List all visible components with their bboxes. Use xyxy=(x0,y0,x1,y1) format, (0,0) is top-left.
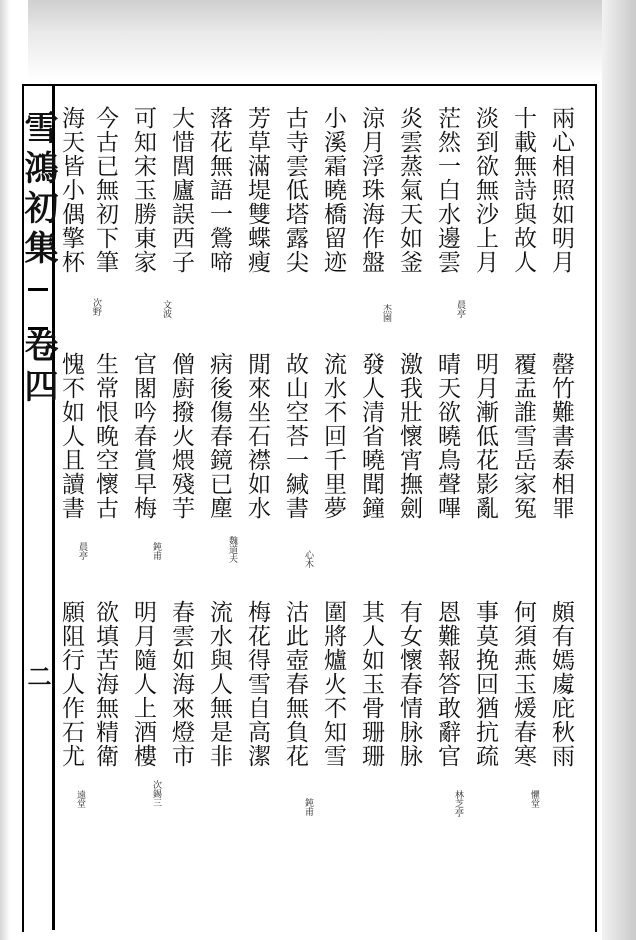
couplet-line: 炎雲蒸氣天如釜 xyxy=(396,106,422,274)
couplet-line: 流水與人無是非 xyxy=(206,600,232,768)
couplet-line: 涼月浮珠海作盤 xyxy=(358,106,384,274)
couplet-line: 恩難報答敢辭官 xyxy=(434,600,460,768)
couplet-line: 大惜閭廬誤西子 xyxy=(168,106,194,274)
couplet-line: 淡到欲無沙上月 xyxy=(472,106,498,274)
couplet-line: 欲填苦海無精衛 xyxy=(92,600,118,768)
fishtail-mark xyxy=(28,288,48,330)
couplet-line: 故山空荅一緘書 xyxy=(282,352,308,520)
author-note: 文波 xyxy=(161,300,171,318)
author-note: 晨亭 xyxy=(77,542,87,560)
author-note: 懼堂 xyxy=(529,790,539,808)
couplet-line: 落花無語一鶯啼 xyxy=(206,106,232,274)
author-note: 魏道夫 xyxy=(227,536,237,563)
book-title: 雪鴻初集 xyxy=(18,110,58,270)
couplet-line: 病後傷春鏡已塵 xyxy=(206,352,232,520)
author-note: 次錫三 xyxy=(151,780,161,807)
couplet-line: 官閣吟春賞早梅 xyxy=(130,352,156,520)
couplet-line: 圍將爐火不知雪 xyxy=(320,600,346,768)
couplet-line: 發人清省曉聞鐘 xyxy=(358,352,384,520)
scan-shadow-right xyxy=(602,0,636,940)
couplet-line: 頗有嫣䖏庇秋雨 xyxy=(548,600,574,768)
couplet-line: 罄竹難書泰相罪 xyxy=(548,352,574,520)
couplet-line: 有女懷春情脉脉 xyxy=(396,600,422,768)
couplet-line: 愧不如人且讀書 xyxy=(58,352,84,520)
couplet-line: 閒來坐石襟如水 xyxy=(244,352,270,520)
author-note: 鈍甫 xyxy=(303,798,313,816)
couplet-line: 激我壯懷宵撫劍 xyxy=(396,352,422,520)
couplet-line: 覆盂誰雪岳家冤 xyxy=(510,352,536,520)
author-note: 遠堂 xyxy=(75,790,85,808)
volume-label: 卷四 xyxy=(18,328,58,408)
scan-shadow-top xyxy=(28,0,606,80)
couplet-line: 茫然一白水邊雲 xyxy=(434,106,460,274)
couplet-line: 明月漸低花影亂 xyxy=(472,352,498,520)
couplet-line: 梅花得雪自高潔 xyxy=(244,600,270,768)
author-note: 次野 xyxy=(91,298,101,316)
couplet-line: 可知宋玉勝東家 xyxy=(130,106,156,274)
couplet-line: 春雲如海來燈市 xyxy=(168,600,194,768)
couplet-line: 生常恨晚空懷古 xyxy=(92,352,118,520)
couplet-line: 其人如玉骨珊珊 xyxy=(358,600,384,768)
couplet-line: 明月隨人上酒樓 xyxy=(130,600,156,768)
page-number: 二 xyxy=(23,664,52,688)
couplet-line: 沽此壺春無負花 xyxy=(282,600,308,768)
author-note: 杰園 xyxy=(381,304,391,322)
couplet-line: 海天皆小偶擎杯 xyxy=(58,106,84,274)
couplet-line: 流水不回千里夢 xyxy=(320,352,346,520)
couplet-line: 小溪霜曉橋留迹 xyxy=(320,106,346,274)
couplet-line: 十載無詩與故人 xyxy=(510,106,536,274)
author-note: 心木 xyxy=(303,550,313,568)
scan-shadow-left xyxy=(0,0,10,940)
couplet-line: 僧廚撥火煨殘芋 xyxy=(168,352,194,520)
author-note: 鈍甫 xyxy=(151,542,161,560)
couplet-line: 晴天欲曉鳥聲嗶 xyxy=(434,352,460,520)
author-note: 晨亭 xyxy=(455,300,465,318)
couplet-line: 今古已無初下筆 xyxy=(92,106,118,274)
couplet-line: 何須燕玉煖春寒 xyxy=(510,600,536,768)
couplet-line: 古寺雲低塔露尖 xyxy=(282,106,308,274)
author-note: 林芝亭 xyxy=(453,790,463,817)
couplet-line: 兩心相照如明月 xyxy=(548,106,574,274)
couplet-line: 芳草滿堤雙蝶瘦 xyxy=(244,106,270,274)
couplet-line: 願阻行人作石尤 xyxy=(58,600,84,768)
couplet-line: 事莫挽回猶抗疏 xyxy=(472,600,498,768)
